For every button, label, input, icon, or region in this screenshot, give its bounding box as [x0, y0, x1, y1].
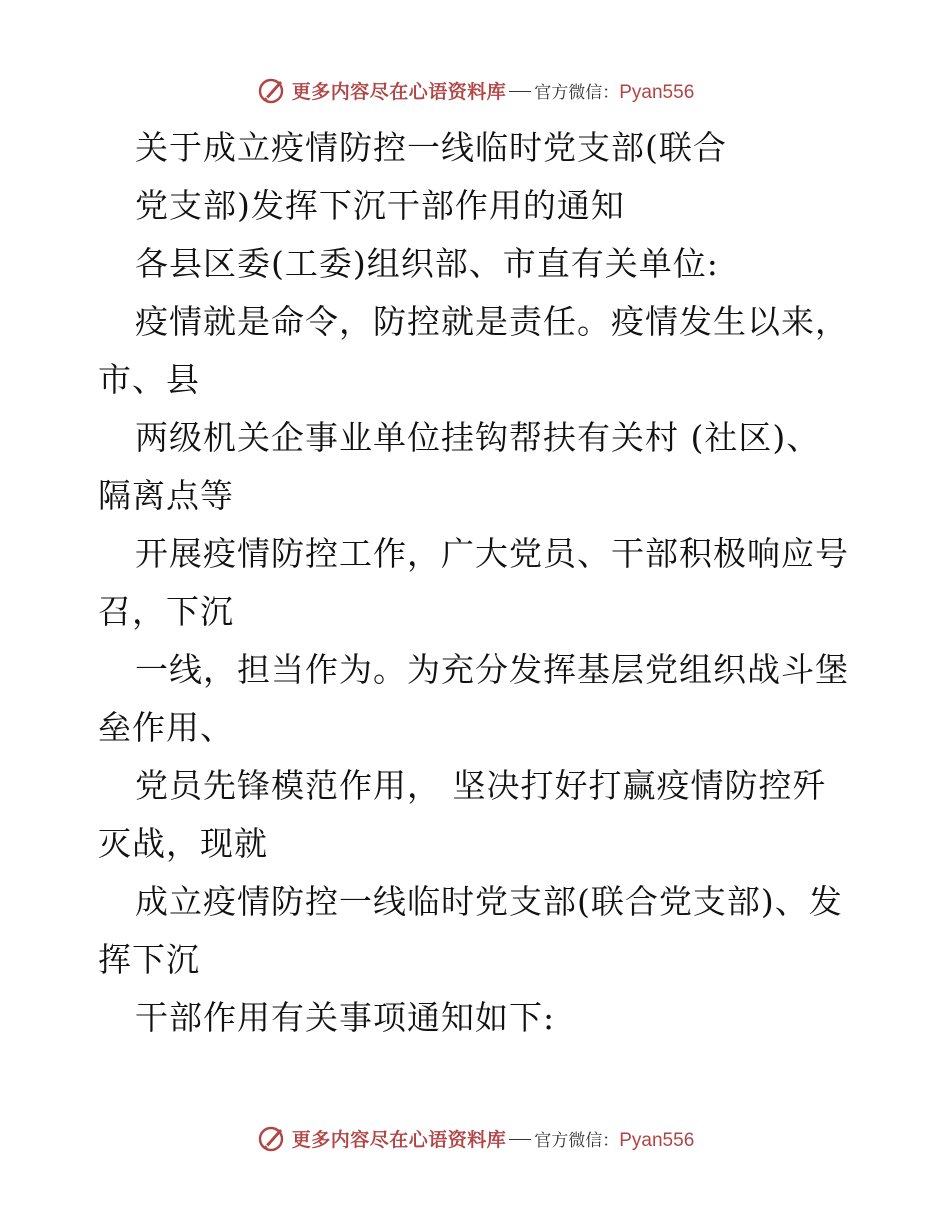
body-line-wrap: 召，下沉 — [98, 592, 234, 631]
watermark-dash — [509, 1139, 531, 1140]
watermark-handle: Pyan556 — [619, 81, 695, 103]
body-line: 一线，担当作为。为充分发挥基层党组织战斗堡 — [135, 650, 849, 689]
body-line: 党员先锋模范作用， 坚决打好打赢疫情防控歼 — [135, 766, 827, 805]
body-line-wrap: 市、县 — [98, 360, 200, 399]
body-line: 两级机关企事业单位挂钩帮扶有关村 (社区)、 — [135, 418, 821, 457]
body-line: 成立疫情防控一线临时党支部(联合党支部)、发 — [135, 882, 843, 921]
watermark-banner-bottom — [0, 1118, 950, 1158]
quill-pen-circle-icon — [256, 75, 286, 105]
salutation-line: 各县区委(工委)组织部、市直有关单位: — [135, 244, 719, 283]
watermark-main-text: 更多内容尽在心语资料库 — [291, 1128, 507, 1151]
watermark-sub-text: 官方微信： — [534, 1130, 620, 1151]
body-line: 疫情就是命令，防控就是责任。疫情发生以来， — [135, 302, 849, 341]
watermark-sub-text: 官方微信： — [534, 82, 620, 103]
watermark-dash — [509, 91, 531, 92]
body-line-wrap: 垒作用、 — [98, 708, 234, 747]
watermark-banner-top — [0, 70, 950, 110]
body-line-wrap: 灭战，现就 — [98, 824, 268, 863]
title-line-2: 党支部)发挥下沉干部作用的通知 — [135, 186, 625, 225]
watermark-handle: Pyan556 — [619, 1129, 695, 1151]
body-line: 开展疫情防控工作，广大党员、干部积极响应号 — [135, 534, 849, 573]
body-line-wrap: 隔离点等 — [98, 476, 234, 515]
quill-pen-circle-icon — [256, 1123, 286, 1153]
body-line-wrap: 挥下沉 — [98, 940, 200, 979]
body-line: 干部作用有关事项通知如下: — [135, 998, 556, 1037]
watermark-main-text: 更多内容尽在心语资料库 — [291, 80, 507, 103]
title-line-1: 关于成立疫情防控一线临时党支部(联合 — [135, 128, 727, 167]
